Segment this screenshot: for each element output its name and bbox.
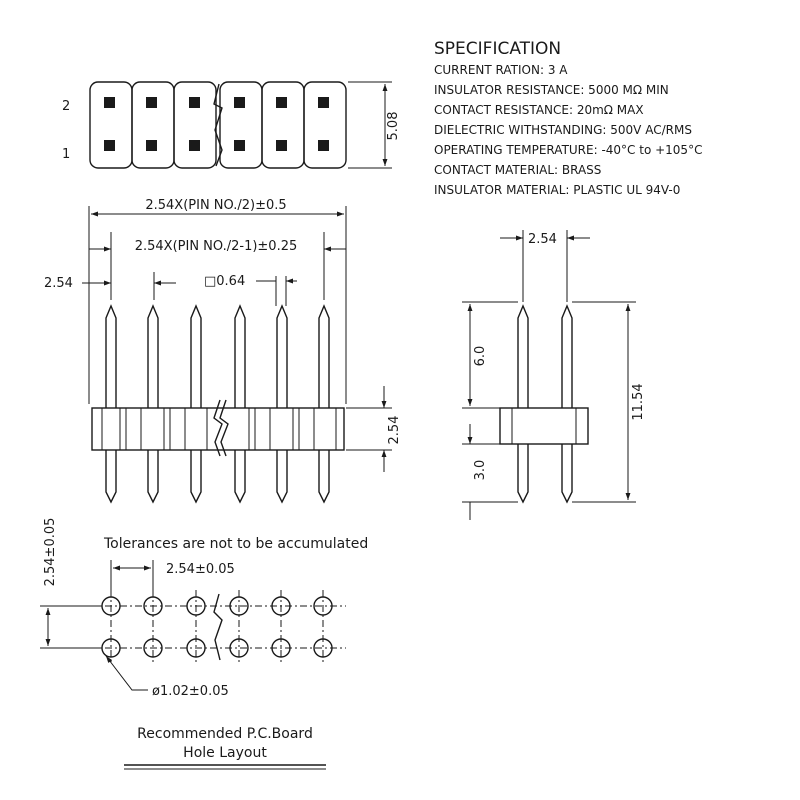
pin-square: [318, 97, 329, 108]
spec-line-temperature: OPERATING TEMPERATURE: -40°C to +105°C: [434, 143, 703, 157]
row-label-1: 1: [62, 147, 71, 162]
pcb-layout: [40, 518, 368, 769]
side-pin-lower: [562, 444, 572, 502]
pin-lower: [148, 450, 158, 502]
column-pitch-dim: 2.54±0.05: [166, 562, 235, 577]
pin-square: [276, 97, 287, 108]
upper-pin-dim: 6.0: [473, 345, 488, 367]
total-height-dim: 11.54: [631, 383, 646, 421]
side-pin-upper: [518, 306, 528, 408]
pin-square: [104, 140, 115, 151]
row-pitch-dim: 2.54±0.05: [43, 517, 58, 587]
overall-length-dim: 2.54X(PIN NO./2)±0.5: [145, 198, 287, 213]
pin-span-dim: 2.54X(PIN NO./2-1)±0.25: [134, 239, 298, 254]
pin-square: [234, 97, 245, 108]
tolerance-note: Tolerances are not to be accumulated: [104, 536, 369, 552]
layout-caption-line2: Hole Layout: [183, 745, 267, 761]
header-cell: [220, 82, 262, 168]
spec-line-insulator-material: INSULATOR MATERIAL: PLASTIC UL 94V-0: [434, 183, 681, 197]
header-cell: [304, 82, 346, 168]
break-mark: [214, 594, 222, 660]
pin-upper: [277, 306, 287, 408]
body-outline: [92, 408, 344, 450]
spec-title: SPECIFICATION: [434, 39, 562, 59]
height-dimension: [348, 82, 401, 168]
row-label-2: 2: [62, 99, 71, 114]
pin-square: [276, 140, 287, 151]
side-body-outline: [500, 408, 588, 444]
side-view: [462, 230, 646, 520]
pin-upper: [319, 306, 329, 408]
header-cell: [174, 82, 216, 168]
header-cell: [90, 82, 132, 168]
side-body: [500, 408, 588, 444]
pin-square: [146, 140, 157, 151]
header-cell: [262, 82, 304, 168]
hole-diameter-dim: ø1.02±0.05: [152, 684, 229, 699]
pin-square: [189, 97, 200, 108]
spec-line-dielectric: DIELECTRIC WITHSTANDING: 500V AC/RMS: [434, 123, 692, 137]
side-pitch-dim: 2.54: [528, 232, 557, 247]
pin-lower: [319, 450, 329, 502]
insulator-body: [92, 400, 344, 456]
pin-square: [104, 97, 115, 108]
spec-line-contact-resistance: CONTACT RESISTANCE: 20mΩ MAX: [434, 103, 644, 117]
spec-line-insulator-resistance: INSULATOR RESISTANCE: 5000 MΩ MIN: [434, 83, 669, 97]
pitch-dim: 2.54: [44, 276, 73, 291]
side-pin-lower: [518, 444, 528, 502]
pin-size-dim: □0.64: [204, 274, 246, 289]
pin-upper: [235, 306, 245, 408]
side-pin-upper: [562, 306, 572, 408]
pin-square: [234, 140, 245, 151]
pin-upper: [191, 306, 201, 408]
pin-upper: [106, 306, 116, 408]
top-view: [62, 82, 401, 168]
pin-lower: [277, 450, 287, 502]
body-height-dim: 2.54: [387, 415, 402, 445]
top-view-cells: [90, 82, 346, 168]
pin-lower: [106, 450, 116, 502]
pin-square: [189, 140, 200, 151]
front-view: [44, 198, 402, 502]
specification-block: [434, 39, 702, 197]
break-mark: [214, 84, 222, 166]
height-dim-label: 5.08: [386, 111, 401, 141]
pin-square: [146, 97, 157, 108]
spec-line-current: CURRENT RATION: 3 A: [434, 63, 568, 77]
pin-square: [318, 140, 329, 151]
layout-caption-line1: Recommended P.C.Board: [137, 726, 313, 742]
pin-lower: [235, 450, 245, 502]
lower-pin-dim: 3.0: [473, 459, 488, 481]
spec-line-contact-material: CONTACT MATERIAL: BRASS: [434, 163, 602, 177]
pin-lower: [191, 450, 201, 502]
front-pins: [106, 306, 329, 502]
pin-upper: [148, 306, 158, 408]
header-cell: [132, 82, 174, 168]
